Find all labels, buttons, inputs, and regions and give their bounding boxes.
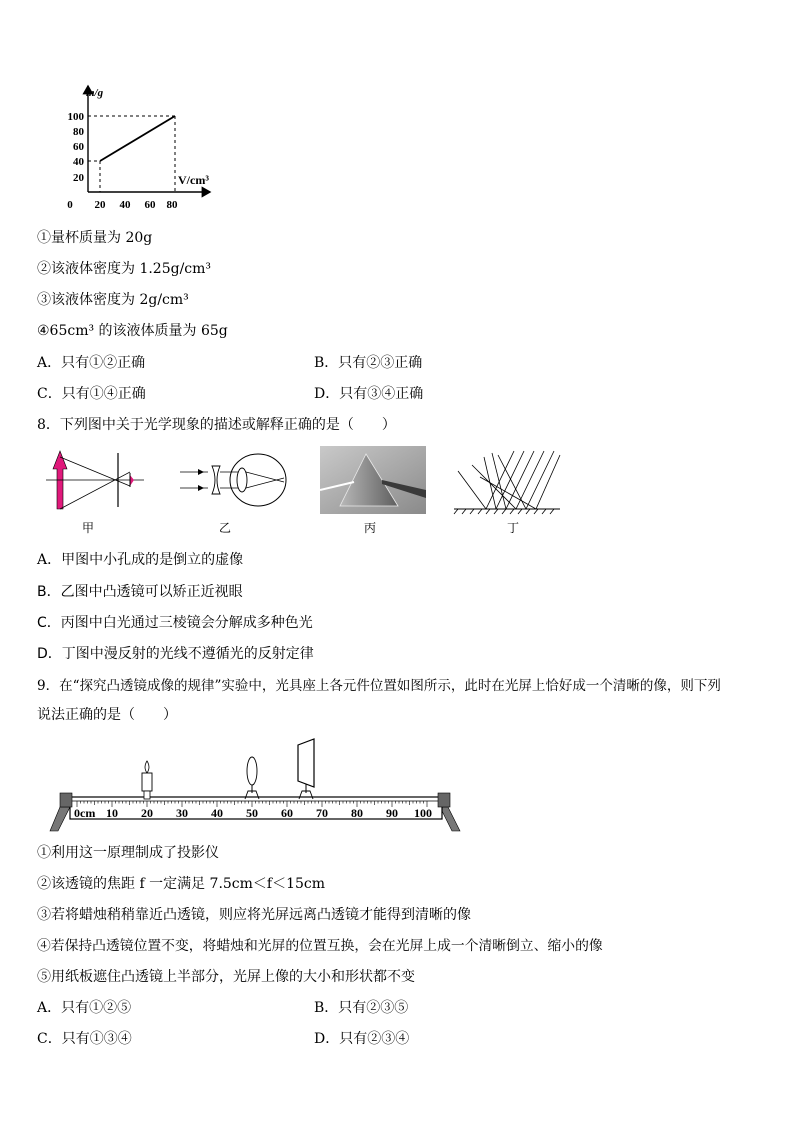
bench-label: 20 xyxy=(141,806,153,820)
image-mark xyxy=(130,475,134,486)
bench-leg-right xyxy=(440,807,460,831)
prism-figure xyxy=(320,446,426,514)
q9-option-b[interactable]: B．只有②③⑤ xyxy=(314,1000,409,1016)
q7-option-d[interactable]: D．只有③④正确 xyxy=(314,386,424,402)
y-axis-label: m/g xyxy=(86,87,104,99)
q7-option-c[interactable]: C．只有①④正确 xyxy=(37,386,146,402)
q9-statement: ①利用这一原理制成了投影仪 xyxy=(37,845,219,861)
bench-label: 100 xyxy=(414,806,432,820)
bench-label: 50 xyxy=(246,806,258,820)
concave-lens xyxy=(212,466,220,494)
diffuse-reflection-figure xyxy=(452,447,564,515)
bench-label: 70 xyxy=(316,806,328,820)
eye-lens xyxy=(237,468,247,492)
caption-bing: 丙 xyxy=(363,521,376,535)
caption-jia: 甲 xyxy=(81,521,94,535)
bench-end-left xyxy=(60,793,72,807)
x-tick: 60 xyxy=(144,199,156,211)
eye-lens-figure xyxy=(178,450,290,512)
q9-statement: ④若保持凸透镜位置不变，将蜡烛和光屏的位置互换，会在光屏上成一个清晰倒立、缩小的像 xyxy=(37,938,603,954)
q8-option-d[interactable]: D．丁图中漫反射的光线不遵循光的反射定律 xyxy=(37,646,314,662)
candle xyxy=(142,761,152,799)
mass-volume-graph xyxy=(50,80,240,215)
data-line xyxy=(100,116,175,161)
q9-statement: ③若将蜡烛稍稍靠近凸透镜，则应将光屏远离凸透镜才能得到清晰的像 xyxy=(37,907,471,923)
q9-stem-line1: 9．在“探究凸透镜成像的规律”实验中，光具座上各元件位置如图所示，此时在光屏上恰好成一个清晰的像，则下列 xyxy=(37,678,721,694)
q7-statement: ②该液体密度为 1.25g/cm³ xyxy=(37,261,212,277)
optical-bench-figure xyxy=(40,735,470,835)
bench-label: 0cm xyxy=(74,806,96,820)
q7-statement: ③该液体密度为 2g/cm³ xyxy=(37,292,189,308)
y-tick: 40 xyxy=(73,156,84,168)
x-tick: 80 xyxy=(166,199,178,211)
pinhole-figure xyxy=(40,447,150,515)
x-axis-label: V/cm³ xyxy=(178,173,209,187)
bench-label: 60 xyxy=(281,806,293,820)
q8-option-a[interactable]: A．甲图中小孔成的是倒立的虚像 xyxy=(37,552,244,568)
y-tick: 100 xyxy=(67,111,84,123)
q8-stem: 8．下列图中关于光学现象的描述或解释正确的是（ ） xyxy=(37,417,396,433)
q9-option-a[interactable]: A．只有①②⑤ xyxy=(37,1000,132,1016)
bench-label: 30 xyxy=(176,806,188,820)
q9-option-c[interactable]: C．只有①③④ xyxy=(37,1031,132,1047)
y-tick: 60 xyxy=(73,141,84,153)
convex-lens xyxy=(245,757,259,799)
q9-option-d[interactable]: D．只有②③④ xyxy=(314,1031,410,1047)
x-tick: 0 xyxy=(67,199,73,211)
q9-statement: ②该透镜的焦距 f 一定满足 7.5cm＜f＜15cm xyxy=(37,876,326,892)
light-screen xyxy=(298,739,314,799)
q7-option-a[interactable]: A．只有①②正确 xyxy=(37,355,146,371)
caption-yi: 乙 xyxy=(218,521,231,535)
candle-flame xyxy=(145,761,149,773)
q9-statement: ⑤用纸板遮住凸透镜上半部分，光屏上像的大小和形状都不变 xyxy=(37,969,415,985)
bench-label: 80 xyxy=(351,806,363,820)
y-tick: 80 xyxy=(73,126,84,138)
x-tick: 20 xyxy=(94,199,106,211)
bench-end-right xyxy=(438,793,450,807)
q7-statement: ①量杯质量为 20g xyxy=(37,230,153,246)
q7-statement: ④65cm³ 的该液体质量为 65g xyxy=(37,323,228,339)
bench-label: 10 xyxy=(106,806,118,820)
y-tick: 20 xyxy=(73,172,84,184)
q8-option-c[interactable]: C．丙图中白光通过三棱镜会分解成多种色光 xyxy=(37,615,313,631)
bench-leg-left xyxy=(50,807,70,831)
x-tick: 40 xyxy=(119,199,131,211)
caption-ding: 丁 xyxy=(506,521,519,535)
q7-option-b[interactable]: B．只有②③正确 xyxy=(314,355,423,371)
q8-option-b[interactable]: B．乙图中凸透镜可以矫正近视眼 xyxy=(37,584,243,600)
q9-stem-line2: 说法正确的是（ ） xyxy=(37,707,177,723)
bench-label: 90 xyxy=(386,806,398,820)
bench-label: 40 xyxy=(211,806,223,820)
